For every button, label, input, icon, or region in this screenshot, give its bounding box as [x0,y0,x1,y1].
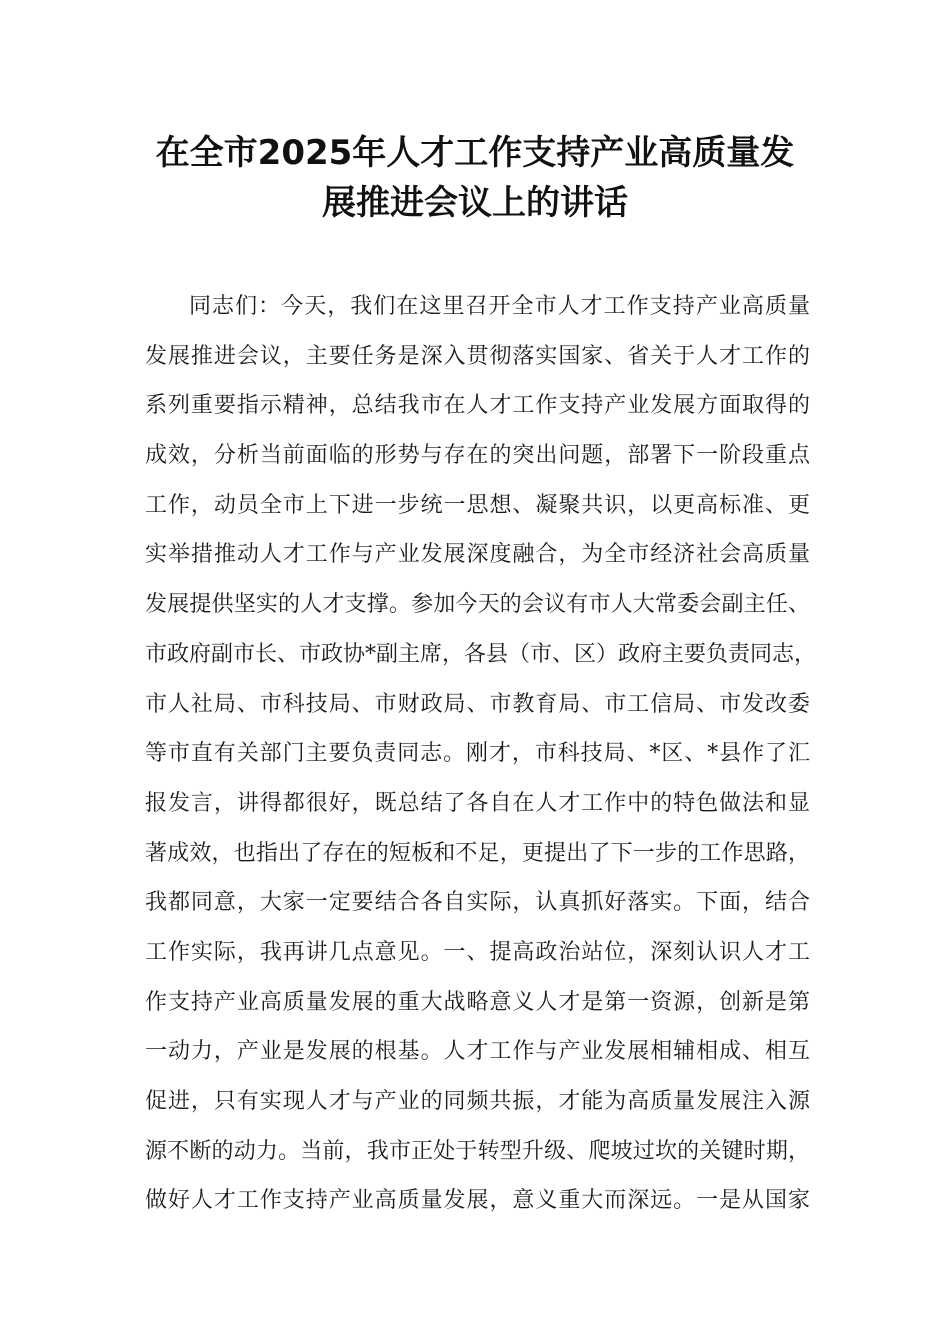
body-line: 工作实际，我再讲几点意见。一、提高政治站位，深刻认识人才工 [145,939,810,965]
body-line: 同志们：今天，我们在这里召开全市人才工作支持产业高质量 [189,294,810,319]
body-line: 促进，只有实现人才与产业的同频共振，才能为高质量发展注入源 [145,1089,810,1114]
body-line: 实举措推动人才工作与产业发展深度融合，为全市经济社会高质量 [145,542,810,568]
body-line: 等市直有关部门主要负责同志。刚才，市科技局、*区、*县作了汇 [145,741,810,767]
title-line-1: 在全市2025年人才工作支持产业高质量发 [155,133,795,173]
body-line: 作支持产业高质量发展的重大战略意义人才是第一资源，创新是第 [145,989,810,1015]
body-line: 工作，动员全市上下进一步统一思想、凝聚共识，以更高标准、更 [145,492,810,518]
body-line: 著成效，也指出了存在的短板和不足，更提出了下一步的工作思路， [145,840,810,866]
body-line: 一动力，产业是发展的根基。人才工作与产业发展相辅相成、相互 [145,1039,810,1065]
body-line: 我都同意，大家一定要结合各自实际，认真抓好落实。下面，结合 [145,890,810,916]
body-line: 源不断的动力。当前，我市正处于转型升级、爬坡过坎的关键时期， [145,1138,810,1164]
speech-body [145,282,817,1226]
body-line: 发展推进会议，主要任务是深入贯彻落实国家、省关于人才工作的 [145,343,810,369]
document-title [100,128,850,228]
body-line: 做好人才工作支持产业高质量发展，意义重大而深远。一是从国家 [145,1188,810,1214]
body-line: 报发言，讲得都很好，既总结了各自在人才工作中的特色做法和显 [145,790,810,816]
body-line: 市人社局、市科技局、市财政局、市教育局、市工信局、市发改委 [145,691,810,717]
body-line: 发展提供坚实的人才支撑。参加今天的会议有市人大常委会副主任、 [145,592,810,618]
body-line: 市政府副市长、市政协*副主席，各县（市、区）政府主要负责同志， [145,641,817,667]
body-line: 系列重要指示精神，总结我市在人才工作支持产业发展方面取得的 [145,393,810,419]
title-line-2: 展推进会议上的讲话 [322,183,628,223]
body-line: 成效，分析当前面临的形势与存在的突出问题，部署下一阶段重点 [145,443,810,469]
